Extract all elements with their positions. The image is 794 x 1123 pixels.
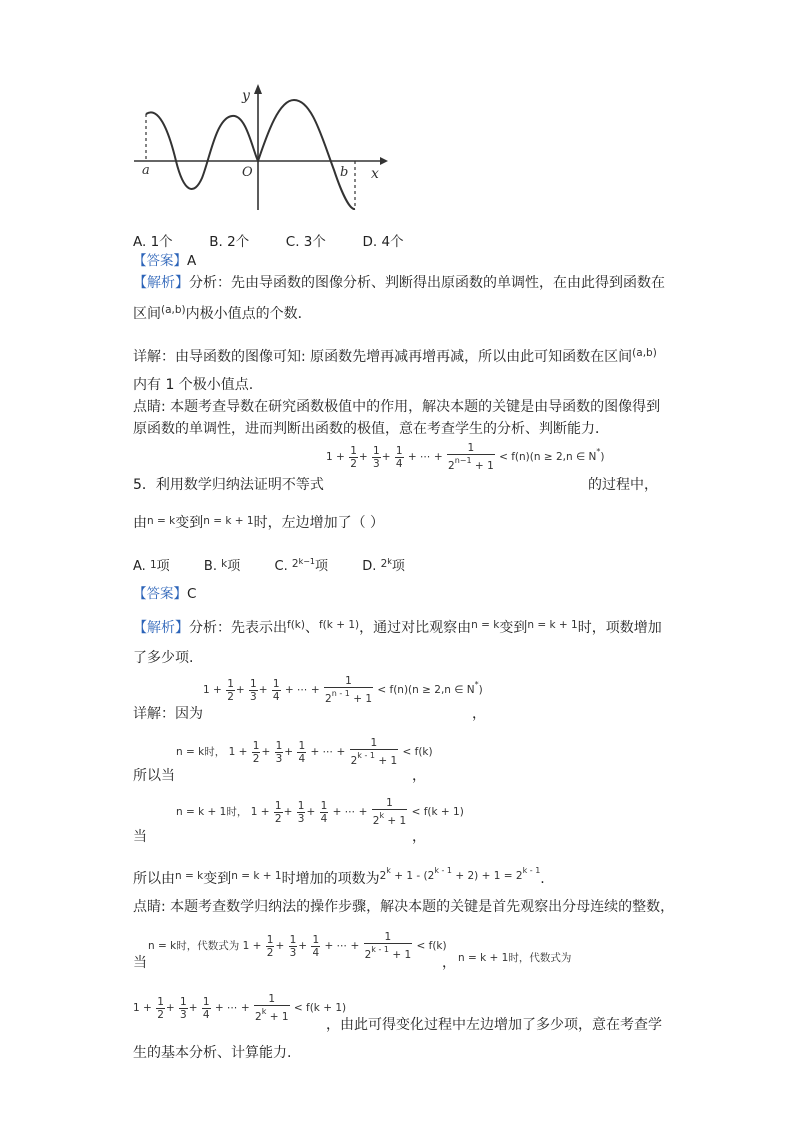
detail-text: 内有 1 个极小值点. <box>133 377 254 393</box>
graph-a-label: a <box>142 163 150 178</box>
q4-analysis-line1 <box>133 272 665 292</box>
q5-comment-line4: 生的基本分析、计算能力. <box>133 1045 292 1061</box>
q5-option-a: A. 1项 <box>133 559 170 574</box>
q5-when-comma: ， <box>412 768 426 784</box>
q5-detail-formula: 1 + $\frac{1}{2}$ + $\frac{1}{3}$ + $\frac{1}{4}$ + ⋯ + $\frac{1}{2^{n - 1} + 1}$ < f(n)(n ≥ 2,n ∈ N*) <box>203 675 483 705</box>
comment-text: 原函数的单调性，进而判断出函数的极值，意在考查学生的分析、判断能力． <box>133 421 609 437</box>
answer-tag: 【答案】 <box>133 586 187 602</box>
q5-when-pre: 所以当 <box>133 768 175 784</box>
q5-detail-pre: 详解：因为 <box>133 706 203 722</box>
detail-text: 详解：由导函数的图像可知: 原函数先增再减再增再减，所以由此可知函数在区间 <box>133 349 633 365</box>
answer-value: A <box>187 253 197 269</box>
q5-comment-k1-formula: 1 + $\frac{1}{2}$ + $\frac{1}{3}$ + $\frac{1}{4}$ + ⋯ + $\frac{1}{2^k + 1}$ < f(k + 1) <box>133 993 347 1023</box>
q5-stem-line1 <box>133 474 324 494</box>
q5-detail-comma: ， <box>472 706 486 722</box>
interval-math: (a,b) <box>161 304 186 316</box>
q5-comment-line1: 点睛: 本题考查数学归纳法的操作步骤，解决本题的关键是首先观察出分母连续的整数， <box>133 899 675 915</box>
graph-y-label: y <box>242 88 250 104</box>
q4-options <box>133 230 404 250</box>
q4-detail-line2 <box>133 374 253 394</box>
analysis-text: 分析：先由导函数的图像分析、判断得出原函数的单调性，在由此得到函数在 <box>189 275 665 291</box>
analysis-text: 内极小值点的个数． <box>185 306 312 322</box>
q4-detail-line1 <box>133 346 657 366</box>
q5-result-line: 所以由$^{n = k}$变到$^{n = k + 1}$时增加的项数为$^{2^k + 1 - (2^{k - 1} + 2) + 1 = 2^{k - 1}}$. <box>133 866 545 887</box>
q5-comment-k1-label: n = k + 1时，代数式为 <box>458 952 572 964</box>
q4-option-d: D. 4个 <box>362 234 404 250</box>
q4-option-b: B. 2个 <box>209 234 250 250</box>
graph-x-label: x <box>371 166 379 182</box>
q5-stem-text: 的过程中， <box>588 477 658 493</box>
q5-option-b: B. $^k$项 <box>203 558 241 574</box>
q5-stem-line2: 由$^{n = k}$变到$^{n = k + 1}$时，左边增加了（ ） <box>133 515 385 531</box>
q4-analysis-line2 <box>133 303 312 323</box>
q5-option-c: C. $^{2k-1}$项 <box>274 557 329 574</box>
q5-answer <box>133 582 196 602</box>
q5-case-k1-formula: n = k + 1时， 1 + $\frac{1}{2}$ + $\frac{1}{3}$ + $\frac{1}{4}$ + ⋯ + $\frac{1}{2^k + 1}$ < f(k + 1) <box>176 797 464 827</box>
q5-analysis-line2: 了多少项. <box>133 650 194 666</box>
graph-o-label: O <box>242 165 253 180</box>
analysis-tag: 【解析】 <box>133 620 189 636</box>
q4-comment-line2 <box>133 418 609 438</box>
q4-option-a: A. 1个 <box>133 234 173 250</box>
derivative-graph <box>128 78 392 218</box>
graph-b-label: b <box>340 165 349 180</box>
q5-case-k-formula: n = k时， 1 + $\frac{1}{2}$ + $\frac{1}{3}$ + $\frac{1}{4}$ + ⋯ + $\frac{1}{2^{k - 1} + 1}$ < f(k) <box>176 737 433 767</box>
q4-comment-line1 <box>133 396 660 416</box>
q5-comment-when: 当 <box>133 955 147 971</box>
q5-comment-line3: ，由此可得变化过程中左边增加了多少项，意在考查学 <box>326 1017 662 1033</box>
answer-value: C <box>187 586 197 602</box>
comment-text: 点睛: 本题考查导数在研究函数极值中的作用，解决本题的关键是由导函数的图像得到 <box>133 399 661 415</box>
q4-answer <box>133 249 196 269</box>
q5-options <box>133 555 405 574</box>
q5-option-d: D. $^{2k}$项 <box>362 557 405 574</box>
analysis-text: 区间 <box>133 306 161 322</box>
q5-comment-comma: ， <box>442 955 456 971</box>
q4-option-c: C. 3个 <box>285 234 326 250</box>
q5-when2-comma: ， <box>412 829 426 845</box>
q5-comment-k-formula: n = k时，代数式为 1 + $\frac{1}{2}$ + $\frac{1}{3}$ + $\frac{1}{4}$ + ⋯ + $\frac{1}{2^{k - 1} + 1}$ < f(k) <box>148 931 447 961</box>
q5-stem-line1b <box>588 474 658 494</box>
q5-stem-text: 5．利用数学归纳法证明不等式 <box>133 477 324 493</box>
answer-tag: 【答案】 <box>133 253 187 269</box>
q5-inequality-formula: 1 + $\frac{1}{2}$ + $\frac{1}{3}$ + $\frac{1}{4}$ + ⋯ + $\frac{1}{2^{n-1} + 1}$ < f(n)(n ≥ 2,n ∈ N*) <box>326 442 605 472</box>
analysis-tag: 【解析】 <box>133 275 189 291</box>
q5-analysis-line1: 【解析】分析：先表示出$^{f(k)}$、$^{f(k + 1)}$，通过对比观察由$^{n = k}$变到$^{n = k + 1}$时，项数增加 <box>133 619 662 636</box>
q5-when2-pre: 当 <box>133 829 147 845</box>
interval-math: (a,b) <box>632 347 657 359</box>
